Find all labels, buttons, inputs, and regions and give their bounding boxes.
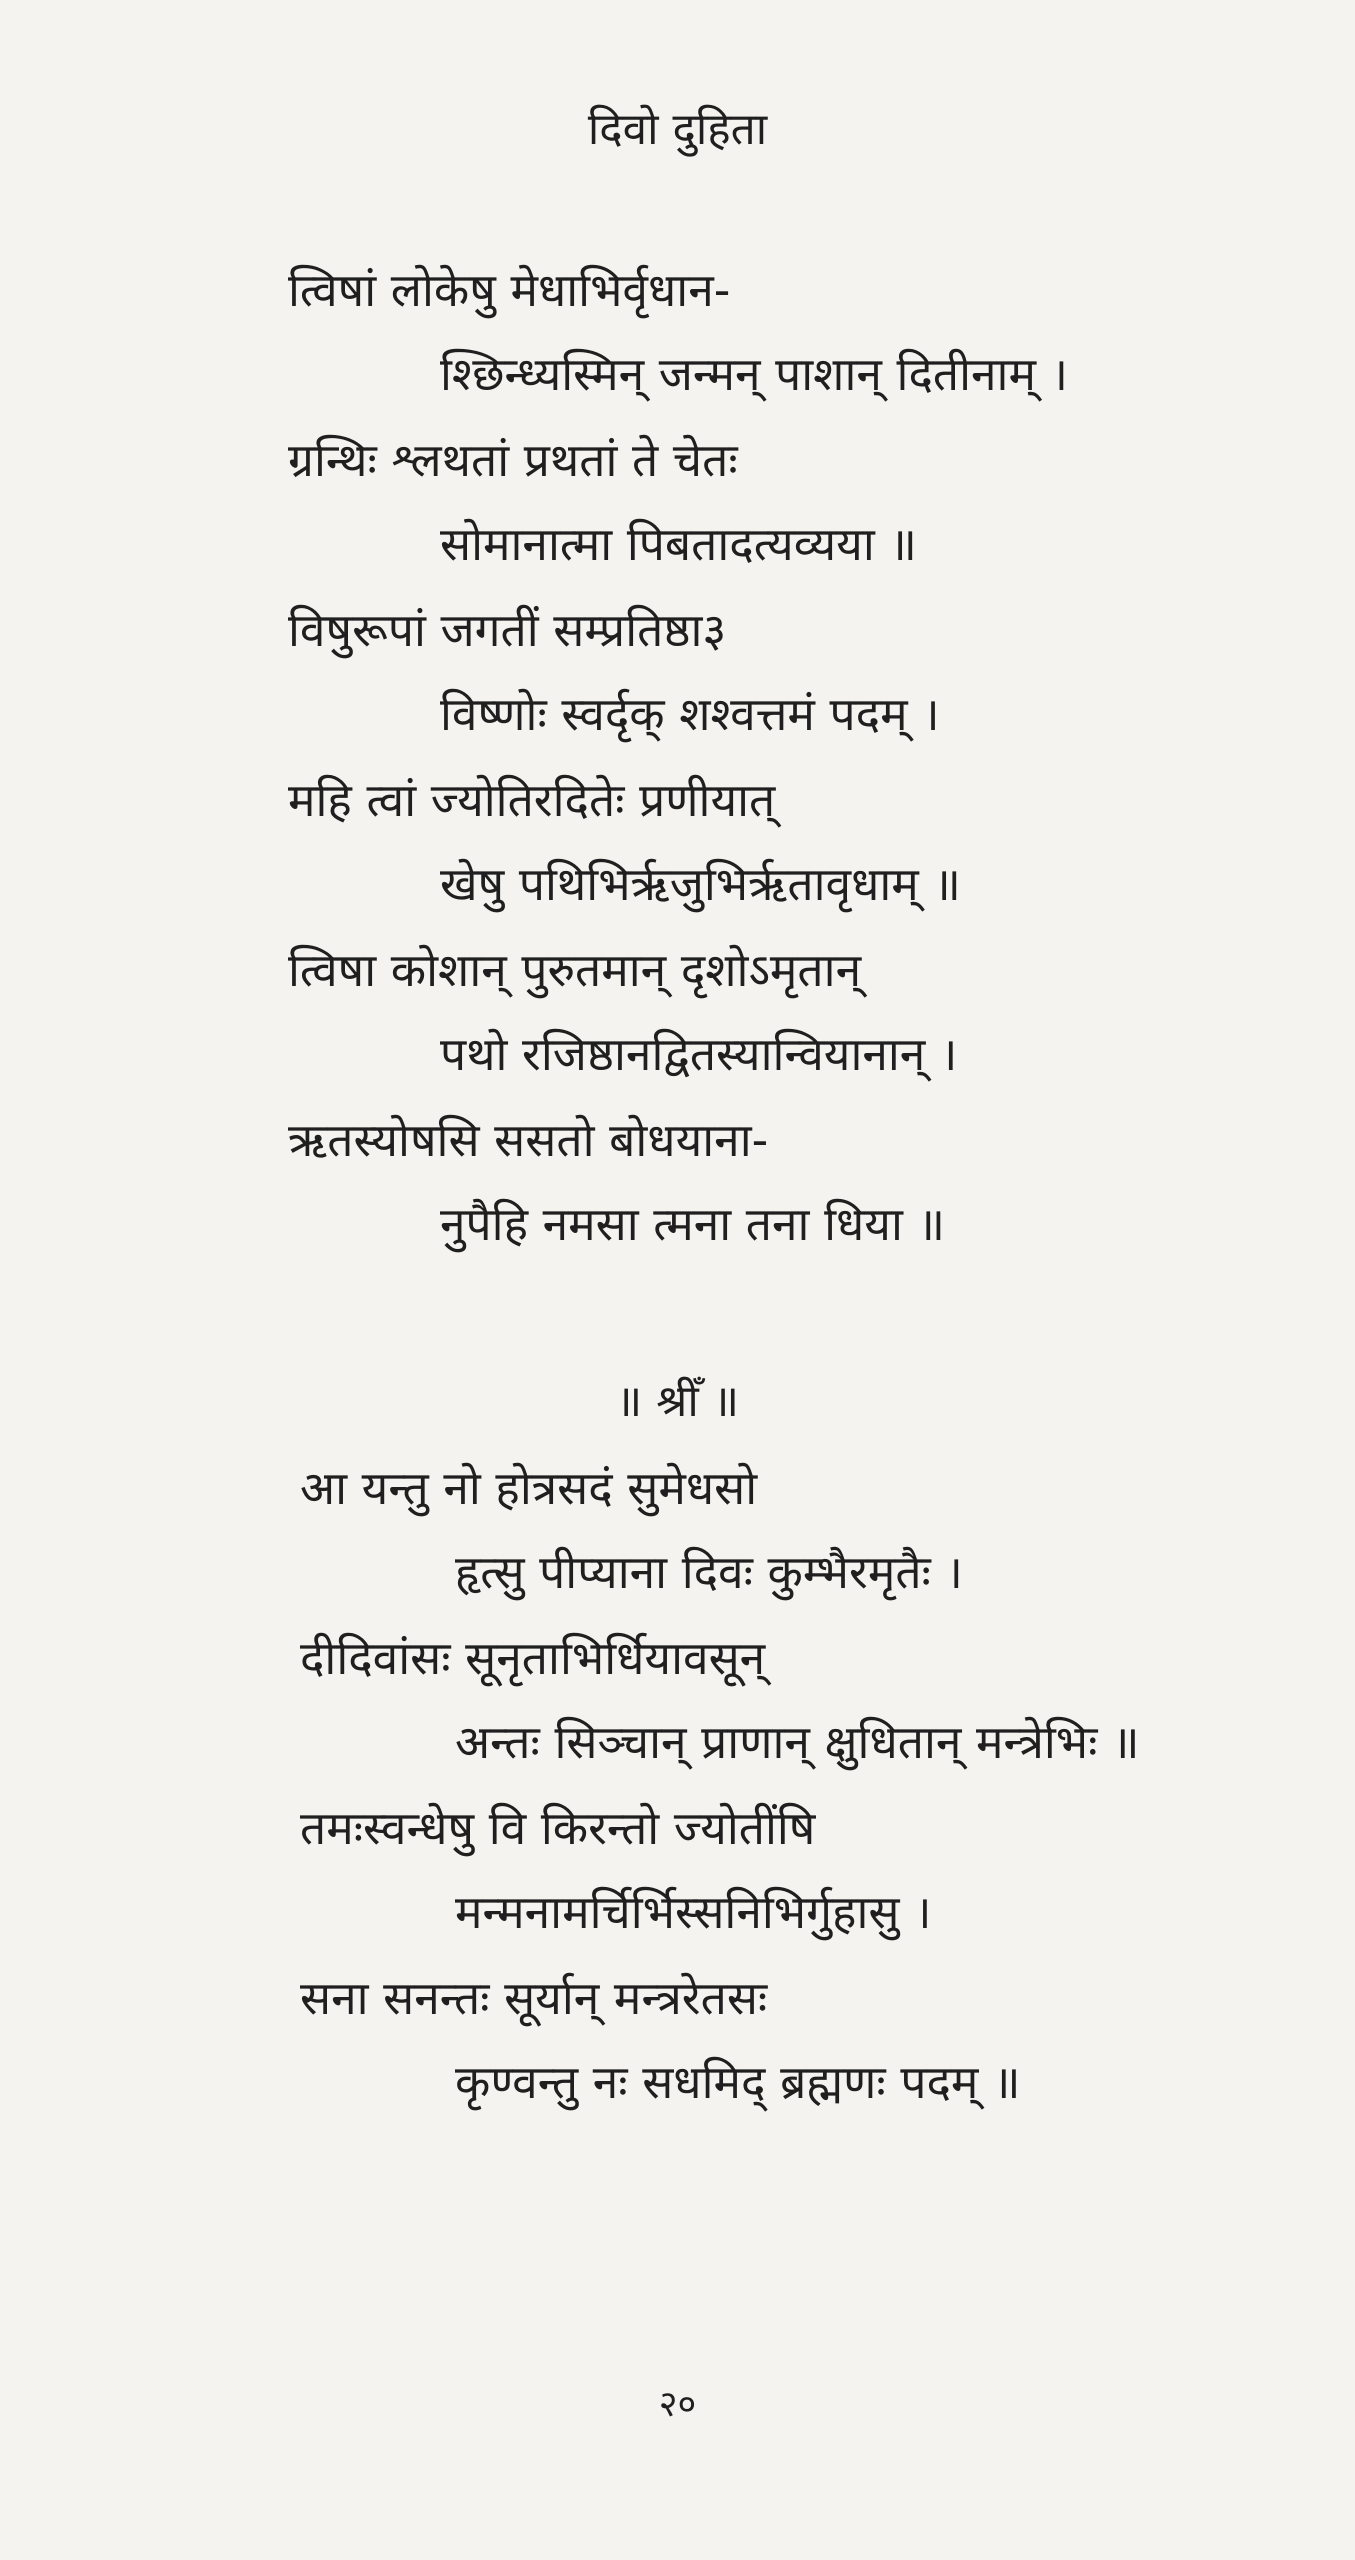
verse-line: त्विषा कोशान् पुरुतमान् दृशोऽमृतान् [288, 943, 862, 997]
verse-line: मन्मनामर्चिर्भिस्सनिभिर्गुहासु । [455, 1885, 932, 1939]
verse-line: हृत्सु पीप्याना दिवः कुम्भैरमृतैः । [455, 1545, 963, 1599]
verse-line: ग्रन्थिः श्लथतां प्रथतां ते चेतः [288, 433, 738, 487]
verse-line: ऋतस्योषसि ससतो बोधयाना- [288, 1113, 769, 1167]
verse-line: अन्तः सिञ्चान् प्राणान् क्षुधितान् मन्त्रेभिः ॥ [455, 1715, 1140, 1769]
verse-line: विषुरूपां जगतीं सम्प्रतिष्ठा३ [288, 603, 727, 657]
verse-line: नुपैहि नमसा त्मना तना धिया ॥ [440, 1197, 946, 1251]
verse-line: विष्णोः स्वर्दृक् शश्वत्तमं पदम् । [440, 687, 940, 741]
verse-line: आ यन्तु नो होत्रसदं सुमेधसो [300, 1461, 758, 1515]
page-number: २० [658, 2384, 697, 2425]
verse-line: त्विषां लोकेषु मेधाभिर्वृधान- [288, 263, 731, 317]
section-mark: ॥ श्रीँ ॥ [615, 1376, 740, 1427]
verse-line: महि त्वां ज्योतिरदितेः प्रणीयात् [288, 773, 776, 827]
verse-line: कृण्वन्तु नः सधमिद् ब्रह्मणः पदम् ॥ [455, 2055, 1021, 2109]
verse-line: तमःस्वन्धेषु वि किरन्तो ज्योतींषि [300, 1801, 816, 1855]
verse-line: सोमानात्मा पिबतादत्यव्यया ॥ [440, 517, 917, 571]
verse-line: खेषु पथिभिर्ऋजुभिर्ऋतावृधाम् ॥ [440, 857, 961, 911]
verse-line: दीदिवांसः सूनृताभिर्धियावसून् [300, 1631, 766, 1685]
verse-line: सना सनन्तः सूर्यान् मन्त्ररेतसः [300, 1971, 768, 2025]
running-title: दिवो दुहिता [587, 104, 768, 155]
verse-line: पथो रजिष्ठानद्वितस्यान्वियानान् । [440, 1027, 958, 1081]
verse-line: श्छिन्ध्यस्मिन् जन्मन् पाशान् दितीनाम् । [440, 347, 1069, 401]
